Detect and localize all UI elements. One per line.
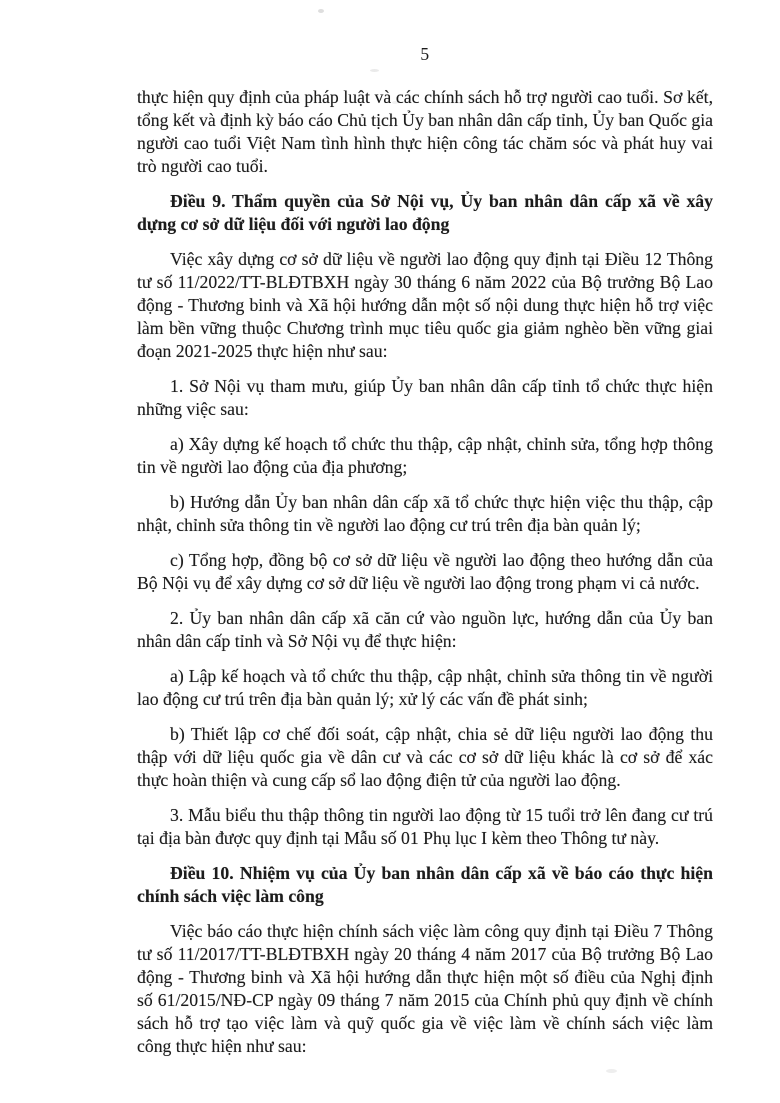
- body-paragraph: Việc báo cáo thực hiện chính sách việc làm công quy định tại Điều 7 Thông tư số 11/2017/TT-BLĐTBXH ngày 20 tháng 4 năm 2017 của Bộ trưởng Bộ Lao động - Thương binh và Xã hội hướng dẫn thực hiện một số điều của Nghị định số 61/2015/NĐ-CP ngày 09 tháng 7 năm 2015 của Chính phủ quy định về chính sách hỗ trợ tạo việc làm và quỹ quốc gia về việc làm về chính sách việc làm công thực hiện như sau:: [137, 921, 713, 1056]
- lettered-item-b: b) Hướng dẫn Ủy ban nhân dân cấp xã tổ chức thực hiện việc thu thập, cập nhật, chỉnh sửa thông tin về người lao động cư trú trên địa bàn quản lý;: [137, 492, 713, 535]
- lettered-item-b2: b) Thiết lập cơ chế đối soát, cập nhật, chia sẻ dữ liệu người lao động thu thập với dữ liệu quốc gia về dân cư và các cơ sở dữ liệu khác là cơ sở để xác thực hoàn thiện và cung cấp sổ lao động điện tử của người lao động.: [137, 724, 713, 790]
- document-body: [137, 86, 713, 1070]
- lettered-item-a2: a) Lập kế hoạch và tổ chức thu thập, cập nhật, chỉnh sửa thông tin về người lao động cư trú trên địa bàn quản lý; xử lý các vấn đề phát sinh;: [137, 666, 713, 709]
- scan-artifact: [318, 9, 324, 13]
- numbered-item-2: 2. Ủy ban nhân dân cấp xã căn cứ vào nguồn lực, hướng dẫn của Ủy ban nhân dân cấp tỉnh và Sở Nội vụ để thực hiện:: [137, 608, 713, 651]
- article-heading-dieu-9: Điều 9. Thẩm quyền của Sở Nội vụ, Ủy ban nhân dân cấp xã về xây dựng cơ sở dữ liệu đối với người lao động: [137, 191, 713, 234]
- lettered-item-c: c) Tổng hợp, đồng bộ cơ sở dữ liệu về người lao động theo hướng dẫn của Bộ Nội vụ để xây dựng cơ sở dữ liệu về người lao động trong phạm vi cả nước.: [137, 550, 713, 593]
- numbered-item-1: 1. Sở Nội vụ tham mưu, giúp Ủy ban nhân dân cấp tỉnh tổ chức thực hiện những việc sau:: [137, 376, 713, 419]
- scan-artifact: [370, 69, 379, 72]
- page-number: 5: [420, 44, 430, 64]
- body-paragraph: Việc xây dựng cơ sở dữ liệu về người lao động quy định tại Điều 12 Thông tư số 11/2022/TT-BLĐTBXH ngày 30 tháng 6 năm 2022 của Bộ trưởng Bộ Lao động - Thương binh và Xã hội hướng dẫn một số nội dung thực hiện hỗ trợ việc làm bền vững thuộc Chương trình mục tiêu quốc gia giảm nghèo bền vững giai đoạn 2021-2025 thực hiện như sau:: [137, 249, 713, 361]
- lettered-item-a: a) Xây dựng kế hoạch tổ chức thu thập, cập nhật, chỉnh sửa, tổng hợp thông tin về người lao động của địa phương;: [137, 434, 713, 477]
- body-paragraph-continuation: thực hiện quy định của pháp luật và các chính sách hỗ trợ người cao tuổi. Sơ kết, tổng kết và định kỳ báo cáo Chủ tịch Ủy ban nhân dân cấp tỉnh, Ủy ban Quốc gia người cao tuổi Việt Nam tình hình thực hiện công tác chăm sóc và phát huy vai trò người cao tuổi.: [137, 87, 713, 176]
- numbered-item-3: 3. Mẫu biểu thu thập thông tin người lao động từ 15 tuổi trở lên đang cư trú tại địa bàn được quy định tại Mẫu số 01 Phụ lục I kèm theo Thông tư này.: [137, 805, 713, 848]
- article-heading-dieu-10: Điều 10. Nhiệm vụ của Ủy ban nhân dân cấp xã về báo cáo thực hiện chính sách việc làm công: [137, 863, 713, 906]
